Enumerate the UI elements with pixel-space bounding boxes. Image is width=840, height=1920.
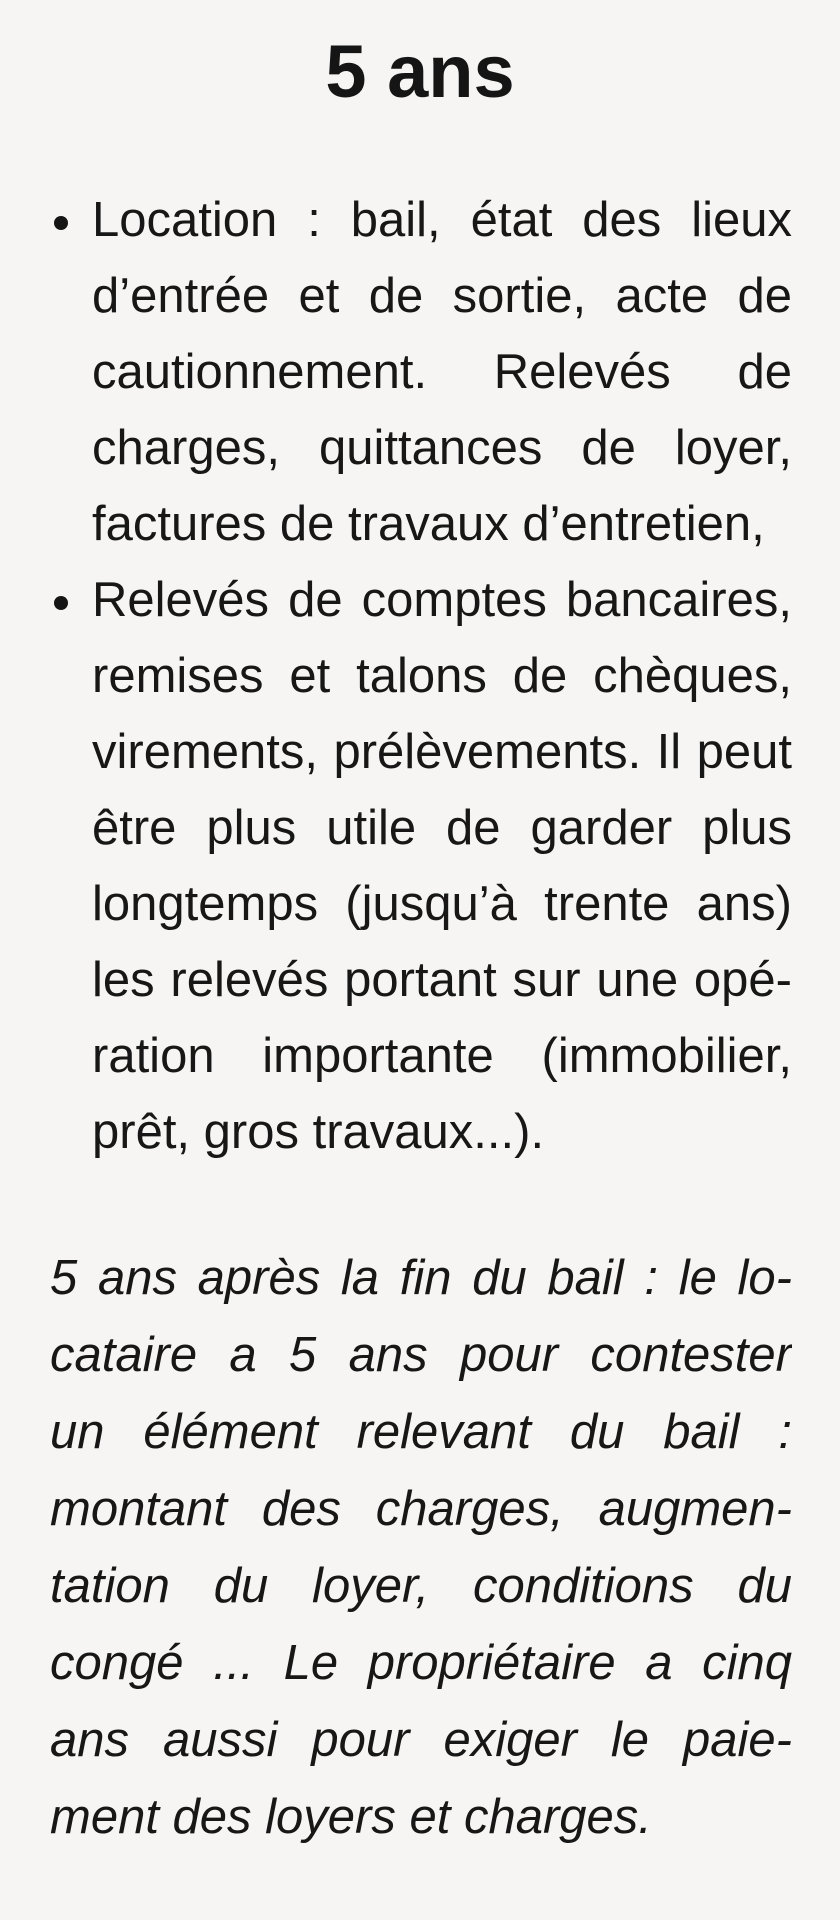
text-line: factures de travaux d’entretien, bbox=[92, 497, 765, 551]
paragraph-line: montant des charges, augmen- bbox=[50, 1482, 792, 1536]
paragraph-line: un élément relevant du bail : bbox=[50, 1405, 792, 1459]
text-line: d’entrée et de sortie, acte de bbox=[92, 269, 792, 323]
paragraph-line: ans aussi pour exiger le paie- bbox=[50, 1713, 792, 1767]
section-title: 5 ans bbox=[325, 30, 515, 113]
text-line: ration importante (immobilier, bbox=[92, 1029, 792, 1083]
paragraph-line: ment des loyers et charges. bbox=[50, 1790, 652, 1844]
paragraph-line: 5 ans après la fin du bail : le lo- bbox=[50, 1251, 792, 1305]
paragraph-line: cataire a 5 ans pour contester bbox=[50, 1328, 792, 1382]
bullet-dot-icon bbox=[54, 216, 68, 230]
text-line: cautionnement. Relevés de bbox=[92, 345, 792, 399]
text-line: remises et talons de chèques, bbox=[92, 649, 792, 703]
bullet-dot-icon bbox=[54, 596, 68, 610]
text-line: être plus utile de garder plus bbox=[92, 801, 792, 855]
text-line: longtemps (jusqu’à trente ans) bbox=[92, 877, 792, 931]
paragraph-line: congé ... Le propriétaire a cinq bbox=[50, 1636, 792, 1690]
text-line: Location : bail, état des lieux bbox=[92, 193, 792, 247]
text-line: les relevés portant sur une opé- bbox=[92, 953, 792, 1007]
text-line: Relevés de comptes bancaires, bbox=[92, 573, 792, 627]
text-line: virements, prélèvements. Il peut bbox=[92, 725, 792, 779]
text-line: charges, quittances de loyer, bbox=[92, 421, 792, 475]
paragraph-line: tation du loyer, conditions du bbox=[50, 1559, 792, 1613]
text-line: prêt, gros travaux...). bbox=[92, 1105, 545, 1159]
